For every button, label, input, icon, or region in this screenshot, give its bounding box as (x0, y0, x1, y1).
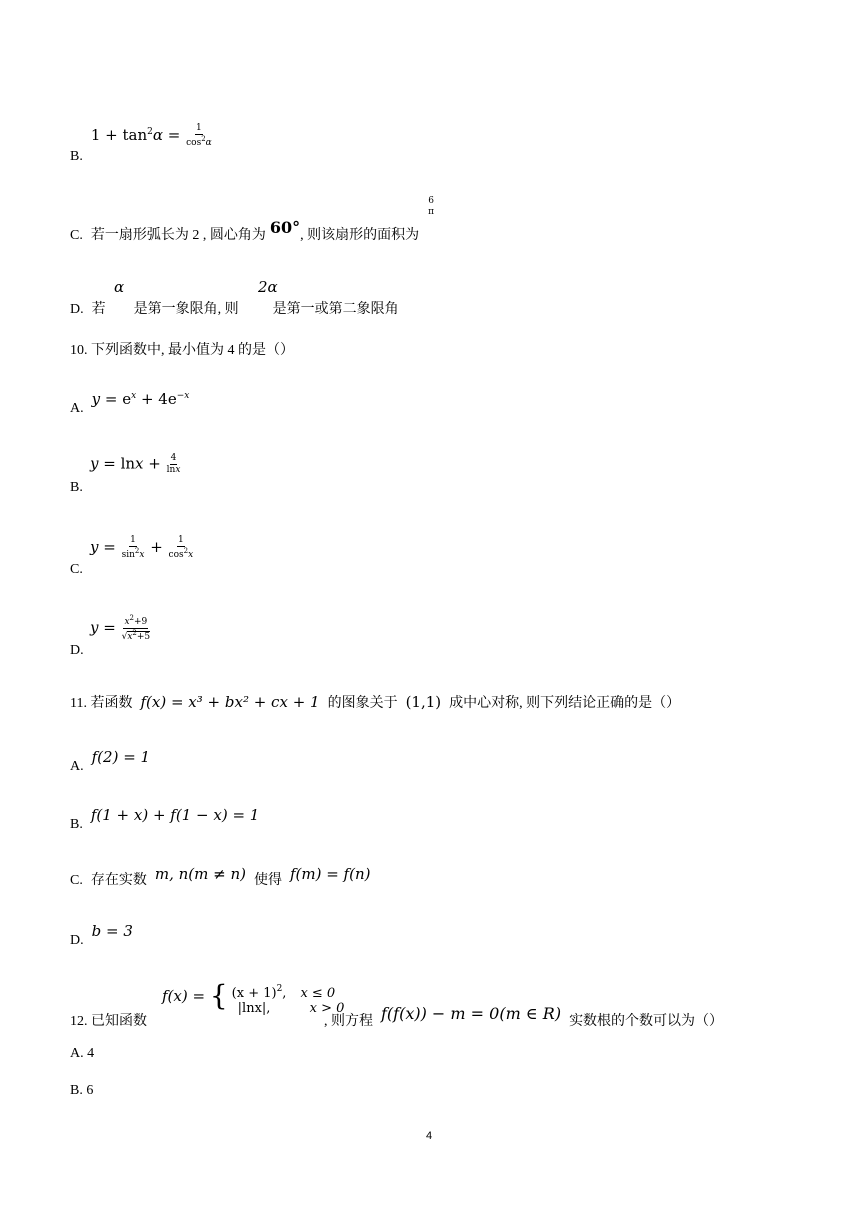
question-text: 的图象关于 (327, 696, 398, 711)
formula: y = lnx + $\frac{4}{\ln x}$ (90, 453, 181, 475)
formula: f(f(x)) − m = 0(m ∈ R) (381, 1004, 562, 1023)
option-label: B. (70, 480, 83, 495)
question-text: 是第一或第二象限角 (272, 302, 399, 317)
formula-part: $1 + \tan^2\alpha$ = (90, 125, 186, 144)
option-label: D. (70, 643, 84, 658)
question-text: , 则该扇形的面积为 (300, 228, 420, 243)
formula: f(m) = f(n) (289, 865, 371, 883)
formula: f(1 + x) + f(1 − x) = 1 (90, 806, 260, 824)
q11-option-b (70, 806, 260, 832)
q9-option-b (70, 123, 213, 164)
formula: m, n(m ≠ n) (154, 865, 246, 883)
point: (1,1) (405, 693, 442, 711)
q10-stem: 10. 下列函数中, 最小值为 4 的是（） (70, 343, 294, 358)
q11-option-c (70, 864, 371, 888)
option-label: B. (70, 817, 83, 832)
q9-option-d (70, 278, 399, 317)
q12-stem (70, 979, 724, 1029)
fraction: 6 π (428, 196, 435, 218)
formula: y = $\frac{1}{\sin^2x}$ + $\frac{1}{\cos^2x}$ (90, 535, 194, 560)
option-label: C. (70, 873, 83, 888)
q10-option-c (70, 535, 194, 577)
option-label: B. (70, 148, 83, 164)
question-text: , 则方程 (324, 1014, 373, 1029)
piecewise-function: f(x) = { $(x + 1)^2$, x ≤ 0 |lnx|, x > 0 (162, 979, 345, 1017)
question-text: 若一扇形弧长为 2 , 圆心角为 (90, 228, 266, 243)
q12-stem-rest (324, 1004, 724, 1029)
question-text: 成中心对称, 则下列结论正确的是（） (449, 696, 681, 711)
question-text: 是第一象限角, 则 (133, 302, 239, 317)
angle-value: 60° (269, 218, 301, 237)
question-text: 实数根的个数可以为（） (569, 1014, 724, 1029)
question-text: 若 (91, 302, 106, 317)
math-2alpha: 2α (258, 278, 278, 296)
question-text: 存在实数 (90, 873, 147, 888)
fraction: $\frac{1}{\cos^2\alpha}$ (186, 123, 212, 148)
option-label: D. (70, 933, 84, 948)
question-text: 使得 (253, 873, 282, 888)
option-label: C. (70, 562, 83, 577)
option-label: A. (70, 401, 84, 416)
math-alpha: α (114, 278, 125, 296)
formula: f(x) = (162, 987, 210, 1005)
option-label: A. (70, 759, 84, 774)
q9-option-c (70, 196, 435, 243)
formula: y = $\frac{x^2+9}{√x^2+5}$ (90, 614, 151, 642)
question-text: 12. 已知函数 (70, 1014, 147, 1029)
q11-option-a (70, 748, 151, 774)
formula: $y = e^x + 4e^{-x}$ (91, 390, 190, 408)
q10-option-d (70, 614, 151, 658)
brace: { (209, 979, 228, 1012)
question-text: 11. 若函数 (70, 696, 133, 711)
q10-option-b (70, 453, 181, 495)
option-label: D. (70, 302, 84, 317)
formula: f(2) = 1 (91, 748, 151, 766)
q12-option-a: A. 4 (70, 1046, 95, 1061)
q12-option-b: B. 6 (70, 1083, 94, 1098)
q10-option-a (70, 390, 190, 416)
formula: b = 3 (91, 922, 133, 940)
option-label: C. (70, 228, 83, 243)
formula: f(x) = x³ + bx² + cx + 1 (140, 693, 320, 711)
q11-option-d (70, 922, 133, 948)
page-number: 4 (426, 1130, 433, 1142)
q11-stem (70, 692, 680, 712)
